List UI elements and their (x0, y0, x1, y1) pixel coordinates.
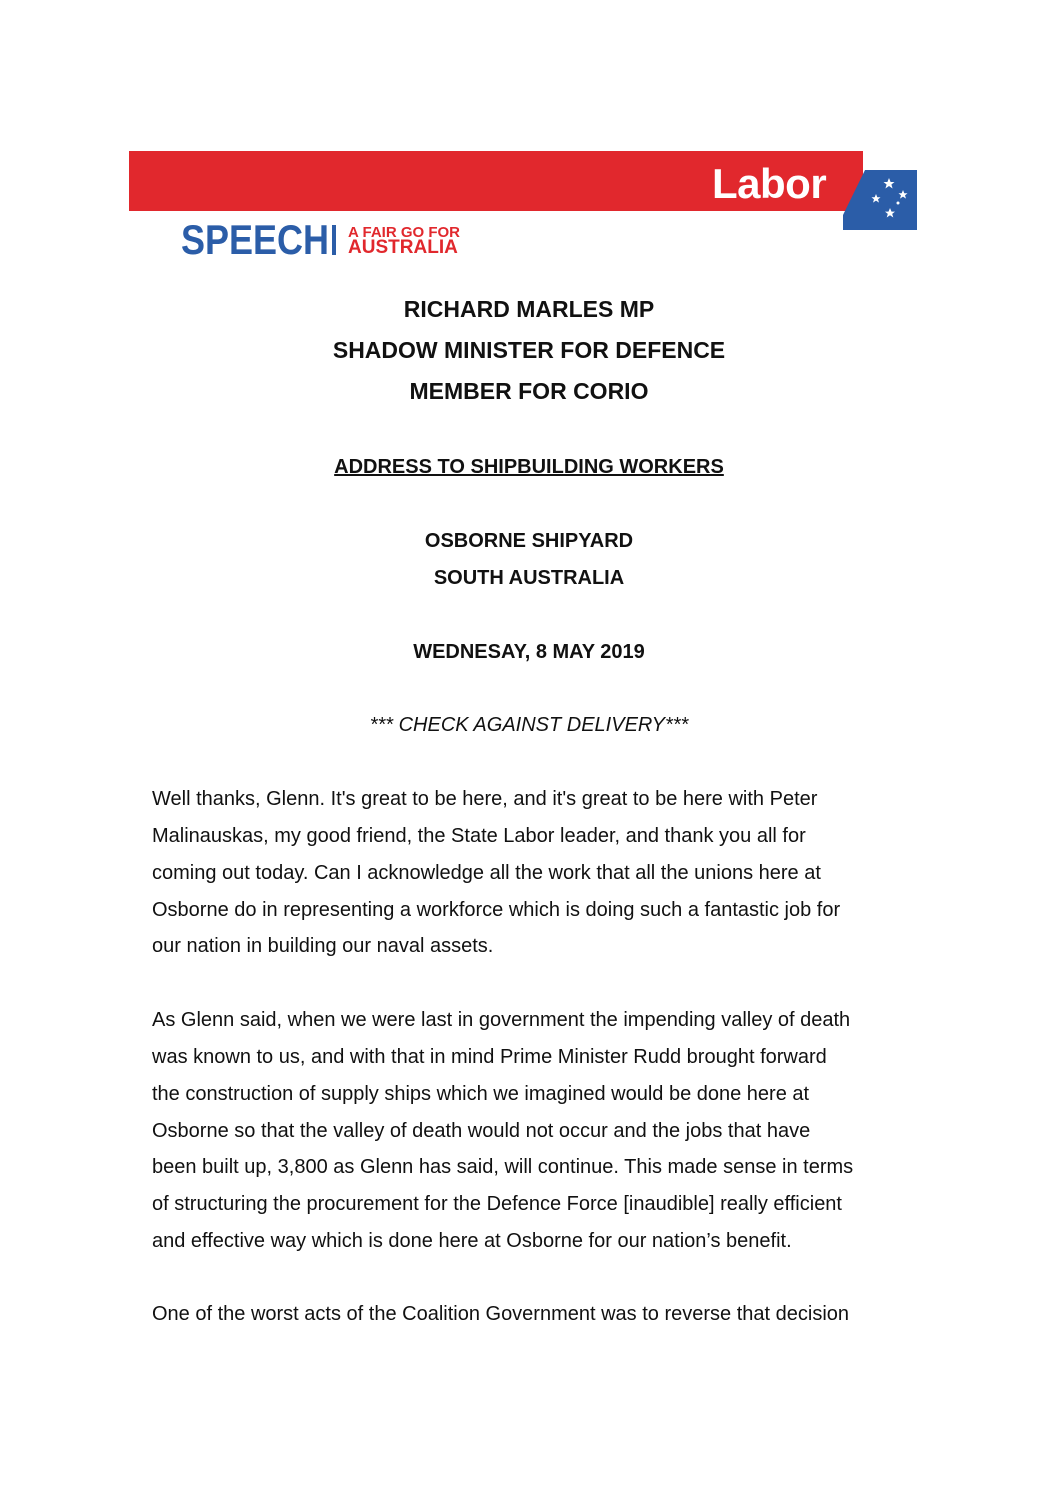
event-heading: ADDRESS TO SHIPBUILDING WORKERS (334, 456, 724, 478)
speech-label: SPEECH (181, 215, 330, 263)
body-line: As Glenn said, when we were last in government the impending valley of death (152, 1009, 851, 1031)
body-line: our nation in building our naval assets. (152, 935, 494, 957)
body-line: Osborne so that the valley of death would not occur and the jobs that have (152, 1120, 811, 1142)
delivery-notice: *** CHECK AGAINST DELIVERY*** (369, 714, 689, 736)
speaker-role: SHADOW MINISTER FOR DEFENCE (332, 337, 726, 363)
tagline-line-1: A FAIR GO FOR (348, 224, 460, 241)
body-line: been built up, 3,800 as Glenn has said, will continue. This made sense in terms (152, 1156, 854, 1178)
body-line: One of the worst acts of the Coalition Government was to reverse that decision (152, 1303, 850, 1325)
labor-logo-text: Labor (712, 160, 827, 207)
speech-divider (332, 225, 336, 255)
tagline-line-2: AUSTRALIA (348, 237, 458, 258)
body-line: Well thanks, Glenn. It's great to be here, and it's great to be here with Peter (152, 788, 818, 810)
body-line: was known to us, and with that in mind Prime Minister Rudd brought forward (152, 1046, 827, 1068)
speech-logo (181, 215, 460, 263)
event-date: WEDNESAY, 8 MAY 2019 (413, 641, 645, 663)
body-line: Malinauskas, my good friend, the State Labor leader, and thank you all for (152, 825, 806, 847)
body-line: and effective way which is done here at Osborne for our nation’s benefit. (152, 1230, 792, 1252)
tagline (348, 224, 460, 258)
body-line: the construction of supply ships which we imagined would be done here at (152, 1083, 810, 1105)
body-line: coming out today. Can I acknowledge all the work that all the unions here at (152, 862, 821, 884)
body-line: of structuring the procurement for the Defence Force [inaudible] really efficient (152, 1193, 842, 1215)
speaker-seat: MEMBER FOR CORIO (409, 378, 649, 404)
speaker-name: RICHARD MARLES MP (403, 296, 655, 322)
body-line: Osborne do in representing a workforce which is doing such a fantastic job for (152, 899, 841, 921)
location-line-2: SOUTH AUSTRALIA (433, 567, 625, 589)
location-line-1: OSBORNE SHIPYARD (424, 530, 634, 552)
